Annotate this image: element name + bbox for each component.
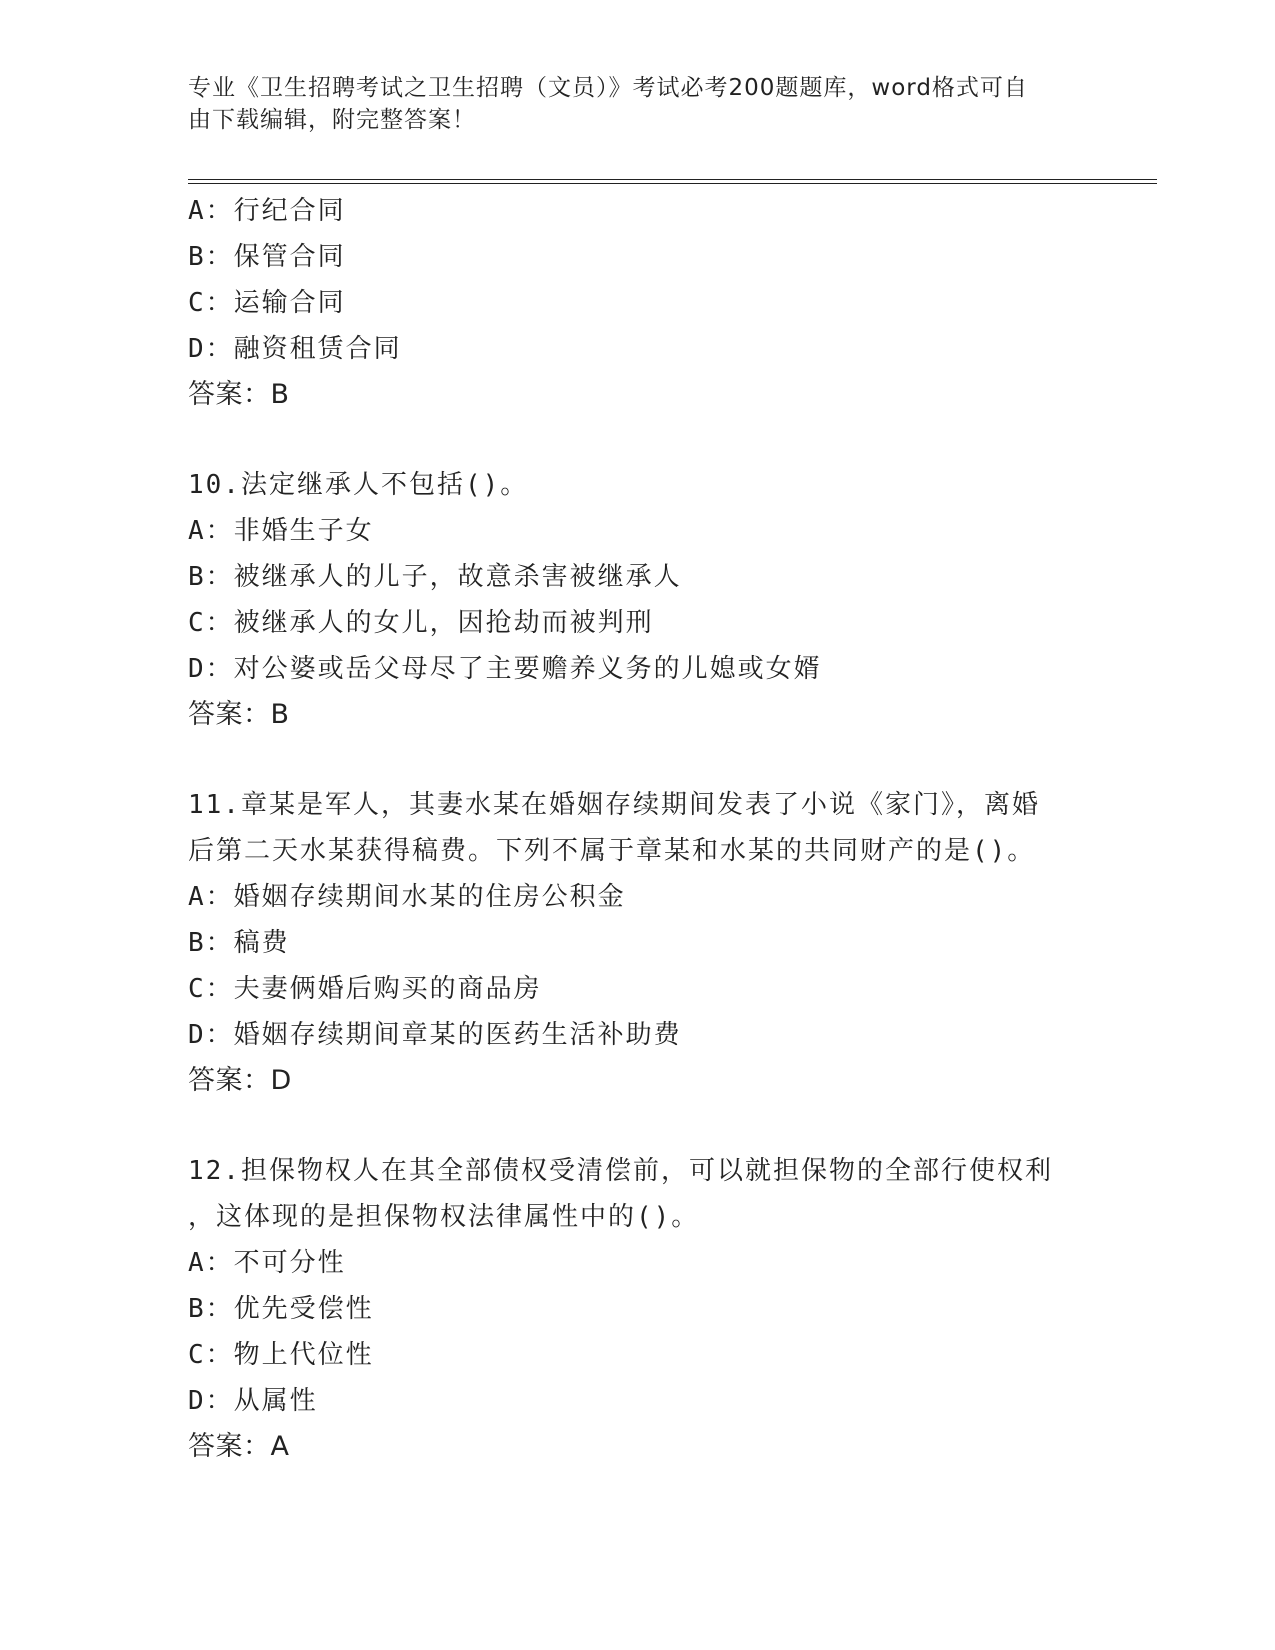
option-c: C：被继承人的女儿，因抢劫而被判刑 — [188, 608, 654, 638]
option-b: B：被继承人的儿子，故意杀害被继承人 — [188, 562, 682, 592]
option-c: C：物上代位性 — [188, 1340, 374, 1370]
option-d: D：对公婆或岳父母尽了主要赡养义务的儿媳或女婿 — [188, 654, 822, 684]
option-a: A：非婚生子女 — [188, 516, 374, 546]
header-line-2: 由下载编辑，附完整答案！ — [188, 107, 476, 133]
question-text-continued: 后第二天水某获得稿费。下列不属于章某和水某的共同财产的是()。 — [188, 836, 1036, 866]
option-c: C：夫妻俩婚后购买的商品房 — [188, 974, 542, 1004]
option-c: C：运输合同 — [188, 288, 346, 318]
option-d: D：婚姻存续期间章某的医药生活补助费 — [188, 1020, 682, 1050]
option-a: A：婚姻存续期间水某的住房公积金 — [188, 882, 626, 912]
header-divider-bottom — [188, 183, 1157, 184]
answer-line: 答案：B — [188, 379, 290, 410]
question-text: 11.章某是军人，其妻水某在婚姻存续期间发表了小说《家门》，离婚 — [188, 790, 1040, 820]
option-a: A：不可分性 — [188, 1248, 346, 1278]
option-b: B：稿费 — [188, 928, 290, 958]
option-d: D：从属性 — [188, 1386, 318, 1416]
question-text-continued: ，这体现的是担保物权法律属性中的()。 — [188, 1202, 700, 1232]
answer-line: 答案：A — [188, 1431, 290, 1462]
document-header — [188, 72, 1068, 136]
question-block-9 — [188, 188, 1088, 418]
header-line-1: 专业《卫生招聘考试之卫生招聘（文员）》考试必考200题题库，word格式可自 — [188, 75, 1028, 101]
header-divider-top — [188, 179, 1157, 180]
answer-line: 答案：D — [188, 1065, 292, 1096]
question-block-12 — [188, 1148, 1088, 1470]
option-b: B：优先受偿性 — [188, 1294, 374, 1324]
question-block-10 — [188, 462, 1088, 738]
question-text: 12.担保物权人在其全部债权受清偿前，可以就担保物的全部行使权利 — [188, 1156, 1053, 1186]
option-a: A：行纪合同 — [188, 196, 346, 226]
question-block-11 — [188, 782, 1088, 1104]
option-b: B：保管合同 — [188, 242, 346, 272]
answer-line: 答案：B — [188, 699, 290, 730]
question-text: 10.法定继承人不包括()。 — [188, 470, 529, 500]
option-d: D：融资租赁合同 — [188, 334, 402, 364]
question-list — [188, 188, 1088, 1514]
